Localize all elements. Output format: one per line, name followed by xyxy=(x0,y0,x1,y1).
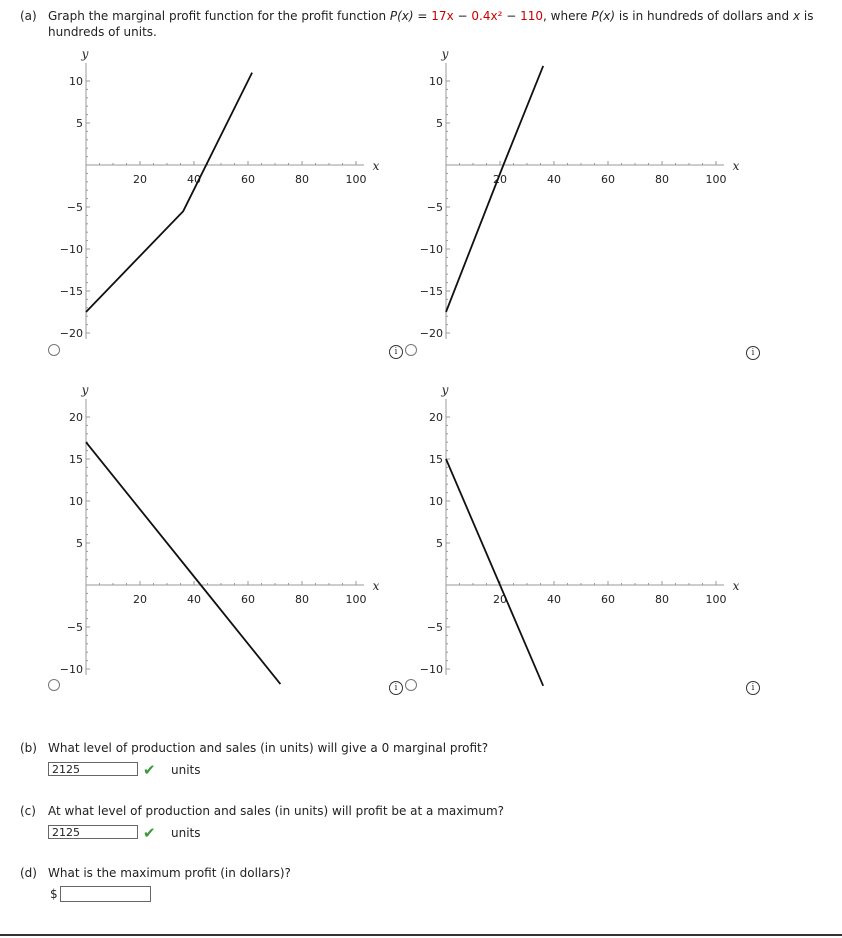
y-tick-label: −5 xyxy=(66,201,83,214)
x-tick-label: 60 xyxy=(241,593,255,606)
y-tick-label: 20 xyxy=(429,411,443,424)
x-tick-label: 20 xyxy=(493,593,507,606)
x-tick-label: 80 xyxy=(655,593,669,606)
info-icon[interactable]: i xyxy=(389,345,403,359)
y-tick-label: 10 xyxy=(429,75,443,88)
radio-option-1[interactable] xyxy=(48,344,60,356)
y-tick-label: 10 xyxy=(69,75,83,88)
x-axis-label: x xyxy=(372,579,380,593)
part-b-unit: units xyxy=(171,763,201,777)
y-tick-label: 15 xyxy=(429,453,443,466)
info-icon[interactable]: i xyxy=(389,681,403,695)
x-tick-label: 20 xyxy=(133,593,147,606)
y-tick-label: −5 xyxy=(426,621,443,634)
radio-option-2[interactable] xyxy=(405,344,417,356)
y-tick-label: −20 xyxy=(59,327,83,340)
y-tick-label: 10 xyxy=(429,495,443,508)
x-tick-label: 40 xyxy=(547,593,561,606)
x-tick-label: 80 xyxy=(295,173,309,186)
y-tick-label: −5 xyxy=(66,621,83,634)
x-axis-label: x xyxy=(372,159,380,173)
series-line xyxy=(86,442,280,684)
part-b-answer-input[interactable]: 2125 xyxy=(48,762,138,776)
series-line xyxy=(86,73,252,312)
info-icon[interactable]: i xyxy=(746,346,760,360)
y-tick-label: 15 xyxy=(69,453,83,466)
graph-option-3 xyxy=(40,384,390,694)
part-c-question: (c) At what level of production and sales (in units) will profit be at a maximum? xyxy=(20,804,505,818)
part-b-label: (b) xyxy=(20,741,37,755)
x-tick-label: 20 xyxy=(493,173,507,186)
x-tick-label: 100 xyxy=(345,593,367,606)
part-a-question: (a) Graph the marginal profit function for the profit function P(x) = 17x − 0.4x² − 110, where P(x) is in hundreds of dollars and x is hundreds of units. xyxy=(20,8,820,40)
y-tick-label: 5 xyxy=(76,117,83,130)
y-tick-label: −10 xyxy=(419,663,443,676)
graph-option-4 xyxy=(400,384,750,694)
correct-check-icon: ✔ xyxy=(143,824,156,842)
series-line xyxy=(446,66,543,312)
y-tick-label: −10 xyxy=(59,663,83,676)
part-d-question: (d) What is the maximum profit (in dollars)? xyxy=(20,866,291,880)
radio-option-4[interactable] xyxy=(405,679,417,691)
part-c-unit: units xyxy=(171,826,201,840)
dollar-sign: $ xyxy=(50,887,58,901)
radio-option-3[interactable] xyxy=(48,679,60,691)
x-tick-label: 100 xyxy=(705,173,727,186)
y-tick-label: 5 xyxy=(436,537,443,550)
graph-option-3-svg xyxy=(40,384,390,694)
part-c-label: (c) xyxy=(20,804,36,818)
x-axis-label: x xyxy=(732,159,740,173)
part-d-label: (d) xyxy=(20,866,37,880)
y-axis-label: y xyxy=(81,383,89,397)
x-tick-label: 100 xyxy=(705,593,727,606)
info-icon[interactable]: i xyxy=(746,681,760,695)
graph-option-2-svg xyxy=(400,48,750,358)
x-tick-label: 40 xyxy=(187,593,201,606)
part-d-answer-input[interactable] xyxy=(60,886,151,902)
x-tick-label: 40 xyxy=(187,173,201,186)
y-tick-label: −15 xyxy=(59,285,83,298)
series-line xyxy=(446,459,543,686)
x-tick-label: 80 xyxy=(655,173,669,186)
y-tick-label: −10 xyxy=(419,243,443,256)
x-tick-label: 80 xyxy=(295,593,309,606)
x-tick-label: 60 xyxy=(601,593,615,606)
part-a-line2: hundreds of units. xyxy=(48,25,157,39)
x-tick-label: 40 xyxy=(547,173,561,186)
y-tick-label: −15 xyxy=(419,285,443,298)
graph-option-4-svg xyxy=(400,384,750,694)
graph-option-2 xyxy=(400,48,750,358)
x-tick-label: 60 xyxy=(241,173,255,186)
y-tick-label: −20 xyxy=(419,327,443,340)
x-tick-label: 100 xyxy=(345,173,367,186)
y-tick-label: −10 xyxy=(59,243,83,256)
part-b-question: (b) What level of production and sales (in units) will give a 0 marginal profit? xyxy=(20,741,489,755)
graph-option-1 xyxy=(40,48,390,358)
y-tick-label: 20 xyxy=(69,411,83,424)
x-tick-label: 60 xyxy=(601,173,615,186)
y-tick-label: 5 xyxy=(76,537,83,550)
y-axis-label: y xyxy=(441,47,449,61)
part-c-answer-input[interactable]: 2125 xyxy=(48,825,138,839)
part-a-label: (a) xyxy=(20,9,37,23)
y-axis-label: y xyxy=(441,383,449,397)
bottom-divider xyxy=(0,934,842,936)
x-axis-label: x xyxy=(732,579,740,593)
x-tick-label: 20 xyxy=(133,173,147,186)
y-tick-label: 10 xyxy=(69,495,83,508)
graph-option-1-svg xyxy=(40,48,390,358)
y-tick-label: −5 xyxy=(426,201,443,214)
y-axis-label: y xyxy=(81,47,89,61)
y-tick-label: 5 xyxy=(436,117,443,130)
correct-check-icon: ✔ xyxy=(143,761,156,779)
